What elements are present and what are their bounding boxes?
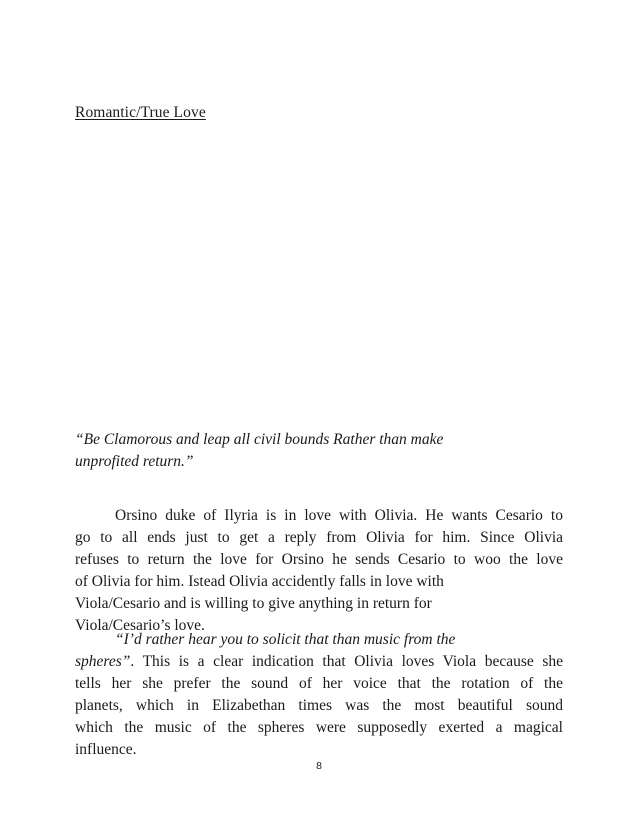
- paragraph-2-line-2-text: . This is a clear indication that Olivia loves Viola because she: [130, 653, 563, 670]
- paragraph-2-line-6: influence.: [75, 741, 137, 758]
- paragraph-2-line-1: “I’d rather hear you to solicit that than music from the: [115, 631, 456, 648]
- quote-line-1: “Be Clamorous and leap all civil bounds Rather than make: [75, 431, 444, 448]
- opening-quote: [75, 429, 565, 473]
- paragraph-1-line-6: Viola/Cesario’s love.: [75, 617, 205, 634]
- paragraph-1-line-3: refuses to return the love for Orsino he sends Cesario to woo the love: [75, 551, 563, 568]
- paragraph-2-italic-quote-end: spheres”: [75, 653, 131, 670]
- paragraph-2-line-4: planets, which in Elizabethan times was the most beautiful sound: [75, 697, 563, 714]
- paragraph-1-line-5: Viola/Cesario and is willing to give anything in return for: [75, 595, 432, 612]
- paragraph-2-line-2: [75, 651, 563, 673]
- section-heading: Romantic/True Love: [75, 104, 206, 121]
- body-paragraph-2: [75, 629, 563, 761]
- paragraph-1-line-1: Orsino duke of Ilyria is in love with Olivia. He wants Cesario to: [115, 507, 563, 524]
- paragraph-2-line-5: which the music of the spheres were supposedly exerted a magical: [75, 719, 563, 736]
- paragraph-1-line-2: go to all ends just to get a reply from Olivia for him. Since Olivia: [75, 529, 563, 546]
- paragraph-1-line-4: of Olivia for him. Istead Olivia accidently falls in love with: [75, 573, 444, 590]
- paragraph-2-line-3: tells her she prefer the sound of her voice that the rotation of the: [75, 675, 563, 692]
- quote-line-2: unprofited return.”: [75, 453, 194, 470]
- page-number: 8: [316, 760, 322, 772]
- body-paragraph-1: [75, 505, 563, 637]
